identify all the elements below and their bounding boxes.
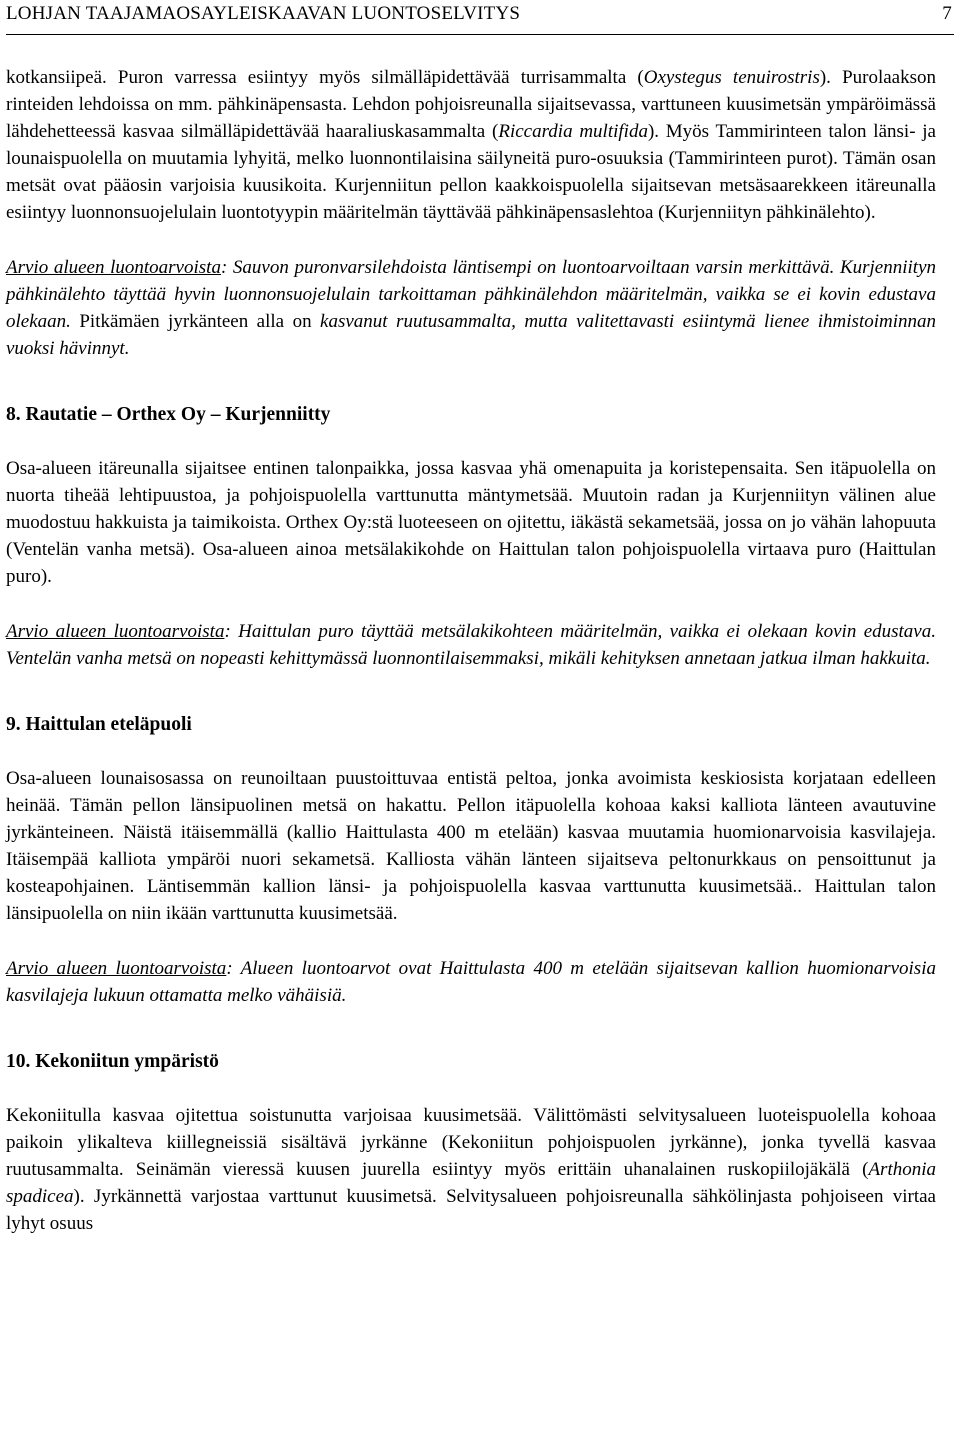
evaluation-text: Pitkämäen jyrkänteen alla on: [70, 311, 321, 332]
section-10-body: [6, 1102, 936, 1237]
paragraph-puro: [6, 64, 936, 226]
page-header: [6, 0, 954, 35]
evaluation-paragraph-9: [6, 955, 936, 1009]
section-heading-8: 8. Rautatie – Orthex Oy – Kurjenniitty: [6, 404, 331, 425]
text-run: ). Purolaakson rinteiden lehdoissa on mm. pähkinäpensasta. Lehdon pohjoisreunalla sijaitsevassa, varttuneen kuusimetsän ympäröimässä lähdehetteessä kasvaa silmälläpidettävää haaraliuskasammalta (: [6, 67, 936, 142]
text-run: Kekoniitulla kasvaa ojitettua soistunutta varjoisaa kuusimetsää. Välittömästi selvitysalueen luoteispuolella kohoaa paikoin ylikalteva kiillegneissiä sisältävä jyrkänne (Kekoniitun pohjoispuolen jyrkänne), jonka tyvellä kasvaa ruutusammalta. Seinämän vieressä kuusen juurella esiintyy myös erittäin uhanalainen ruskopiilojäkälä (: [6, 1105, 936, 1180]
evaluation-text: : Sauvon puronvarsilehdoista läntisempi on luontoarvoiltaan varsin merkittävä. Kurjenniityn pähkinälehto täyttää hyvin luonnonsuojelulain tarkoittaman pähkinälehdon määritelmän, vaikka se ei kovin edustava olekaan.: [6, 257, 936, 332]
text-run: ). Jyrkännettä varjostaa varttunut kuusimetsä. Selvitysalueen pohjoisreunalla sähkölinjasta pohjoiseen virtaa lyhyt osuus: [6, 1186, 936, 1234]
section-8-body: Osa-alueen itäreunalla sijaitsee entinen talonpaikka, jossa kasvaa yhä omenapuita ja koristepensaita. Sen itäpuolella on nuorta tiheää lehtipuustoa, ja pohjoispuolella varttunutta mäntymetsää. Muutoin radan ja Kurjenniityn välinen alue muodostuu hakkuista ja taimikoista. Orthex Oy:stä luoteeseen on ojitettu, iäkästä sekametsää, jossa on jo vähän lahopuuta (Ventelän vanha metsä). Osa-alueen ainoa metsälakikohde on Haittulan talon pohjoispuolella virtaava puro (Haittulan puro).: [6, 458, 936, 587]
species-name: Riccardia multifida: [498, 121, 648, 142]
evaluation-paragraph-8: [6, 618, 936, 672]
species-name: Oxystegus tenuirostris: [643, 67, 820, 88]
section-9-body: Osa-alueen lounaisosassa on reunoiltaan puustoittuvaa entistä peltoa, jonka avoimista keskiosista korjataan edelleen heinää. Tämän pellon länsipuolinen metsä on hakattu. Pellon itäpuolella kohoaa kaksi kalliota länteen avautuvine jyrkänteineen. Näistä itäisemmällä (kallio Haittulasta 400 m etelään) kasvaa muutamia huomionarvoisia kasvilajeja. Itäisempää kalliota ympäröi nuori sekametsä. Kalliosta vähän länteen sijaitseva peltonurkkaus on pensoittunut ja kosteapohjainen. Läntisemmän kallion länsi- ja pohjoispuolella kasvaa varttunutta kuusimetsää.. Haittulan talon länsipuolella on niin ikään varttunutta kuusimetsää.: [6, 768, 936, 924]
report-title: LOHJAN TAAJAMAOSAYLEISKAAVAN LUONTOSELVITYS: [6, 3, 521, 24]
evaluation-label: Arvio alueen luontoarvoista: [6, 257, 221, 278]
species-name: Arthonia spadicea: [6, 1159, 936, 1207]
page-number: 7: [942, 3, 952, 24]
section-heading-9: 9. Haittulan eteläpuoli: [6, 714, 192, 735]
document-body: [6, 64, 936, 1265]
evaluation-label: Arvio alueen luontoarvoista: [6, 621, 225, 642]
section-heading-10: 10. Kekoniitun ympäristö: [6, 1051, 219, 1072]
text-run: kotkansiipeä. Puron varressa esiintyy myös silmälläpidettävää turrisammalta (: [6, 67, 644, 88]
evaluation-text: : Haittulan puro täyttää metsälakikohteen määritelmän, vaikka ei olekaan kovin edustava. Ventelän vanha metsä on nopeasti kehittymässä luonnontilaisemmaksi, mikäli kehityksen annetaan jatkua ilman hakkuita.: [6, 621, 936, 669]
text-run: ). Myös Tammirinteen talon länsi- ja lounaispuolella on muutamia lyhyitä, melko luonnontilaisina säilyneitä puro-osuuksia (Tammirinteen purot). Tämän osan metsät ovat pääosin varjoisia kuusikoita. Kurjenniitun pellon kaakkoispuolella sijaitsevan metsäsaarekkeen itäreunalla esiintyy luonnonsuojelulain luontotyypin määritelmän täyttävää pähkinäpensaslehtoa (Kurjenniityn pähkinälehto).: [6, 121, 936, 223]
evaluation-paragraph-7: [6, 254, 936, 362]
evaluation-text: kasvanut ruutusammalta, mutta valitettavasti esiintymä lienee ihmistoiminnan vuoksi hävinnyt.: [6, 311, 937, 359]
evaluation-text: : Alueen luontoarvot ovat Haittulasta 400 m etelään sijaitsevan kallion huomionarvoisia kasvilajeja lukuun ottamatta melko vähäisiä.: [6, 958, 936, 1006]
evaluation-label: Arvio alueen luontoarvoista: [6, 958, 227, 979]
